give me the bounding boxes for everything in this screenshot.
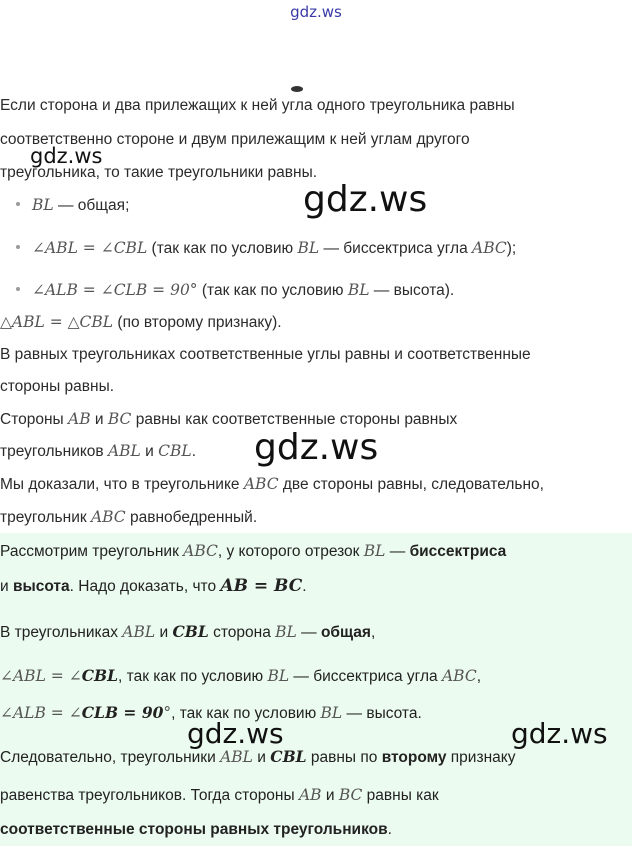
watermark-bottom-left: gdz.ws (187, 717, 284, 750)
solution-line-2: и высота. Надо доказать, что AB = BC. (0, 576, 307, 596)
watermark-center-2: gdz.ws (254, 427, 379, 468)
conclusion-line: △ABL = △CBL (по второму признаку). (0, 313, 282, 331)
para4-line-2: треугольник ABC равнобедренный. (0, 508, 258, 526)
watermark-top: gdz.ws (290, 3, 342, 21)
bullet-1: BL — общая; (16, 195, 129, 216)
para2-line-2: стороны равны. (0, 378, 115, 395)
separator-mark (291, 86, 303, 92)
watermark-bottom-right: gdz.ws (511, 717, 608, 750)
watermark-left: gdz.ws (30, 144, 103, 168)
bullet-2: ∠ABL = ∠CBL (так как по условию BL — биссектриса угла ABC); (16, 238, 516, 259)
para4-line-1: Мы доказали, что в треугольнике ABC две стороны равны, следовательно, (0, 475, 544, 493)
bullet-dot (16, 245, 20, 249)
bullet-3: ∠ALB = ∠CLB = 90° (так как по условию BL — высота). (16, 280, 454, 301)
rule-line-3: треугольника, то такие треугольники равны. (0, 164, 318, 181)
bullet-dot (16, 202, 20, 206)
bullet-dot (16, 287, 20, 291)
solution-line-4: ∠ABL = ∠CBL, так как по условию BL — биссектриса угла ABC, (0, 666, 481, 685)
solution-line-8: соответственные стороны равных треугольников. (0, 821, 392, 838)
para3-line-1: Стороны AB и BC равны как соответственные стороны равных (0, 410, 458, 428)
solution-line-3: В треугольниках ABL и CBL сторона BL — общая, (0, 622, 376, 641)
solution-line-5: ∠ALB = ∠CLB = 90°, так как по условию BL — высота. (0, 703, 422, 722)
para3-line-2: треугольников ABL и CBL. (0, 442, 196, 460)
watermark-center-1: gdz.ws (303, 179, 428, 220)
solution-line-7: равенства треугольников. Тогда стороны AB и BC равны как (0, 786, 439, 804)
solution-line-1: Рассмотрим треугольник ABC, у которого отрезок BL — биссектриса (0, 542, 507, 560)
para2-line-1: В равных треугольниках соответственные углы равны и соответственные (0, 346, 531, 363)
rule-line-2: соответственно стороне и двум прилежащим к ней углам другого (0, 131, 470, 148)
solution-line-6: Следовательно, треугольники ABL и CBL равны по второму признаку (0, 747, 516, 766)
rule-line-1: Если сторона и два прилежащих к ней угла одного треугольника равны (0, 97, 515, 114)
